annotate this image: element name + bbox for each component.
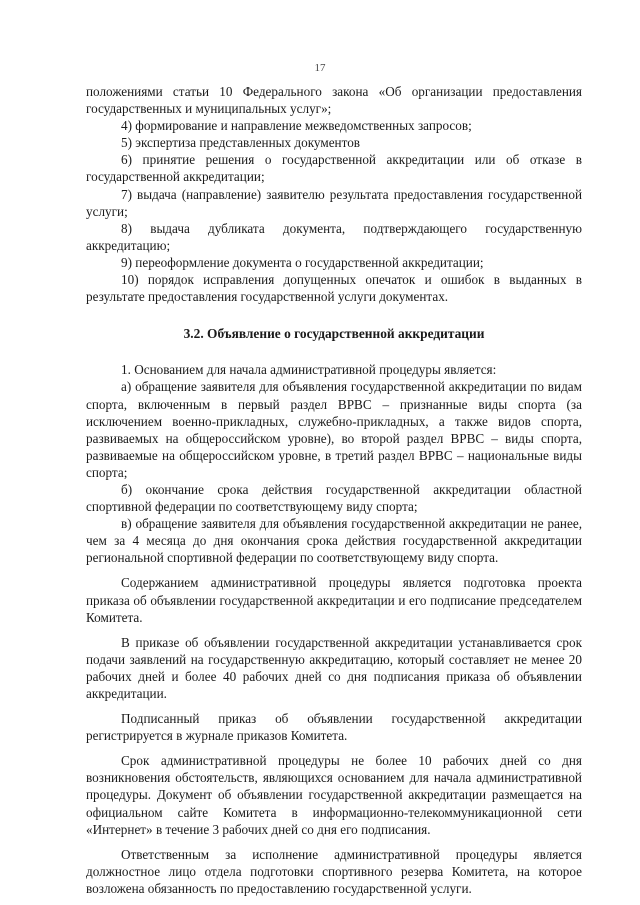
paragraph-order-terms: В приказе об объявлении государственной аккредитации устанавливается срок подачи заявлений на государственную аккредитацию, который составляет не менее 20 рабочих дней и более 40 рабочих дней со дня подписания приказа об объявлении аккредитации. bbox=[86, 634, 582, 701]
list-item-10: 10) порядок исправления допущенных опечаток и ошибок в выданных в результате предоставления государственной услуги документах. bbox=[86, 272, 582, 305]
list-item-6: 6) принятие решения о государственной аккредитации или об отказе в государственной аккредитации; bbox=[86, 152, 582, 185]
paragraph-basis-a: а) обращение заявителя для объявления государственной аккредитации по видам спорта, включенным в первый раздел ВРВС – признанные виды спорта (за исключением военно-прикладных, служебно-прикладных, а также видов спорта, развиваемых на общероссийском уровне), во второй раздел ВРВС – виды спорта, развиваемые на общероссийском уровне, в третий раздел ВРВС – национальные виды спорта; bbox=[86, 379, 582, 480]
list-continuation-line: положениями статьи 10 Федерального закона «Об организации предоставления государственных и муниципальных услуг»; bbox=[86, 84, 582, 117]
list-item-4: 4) формирование и направление межведомственных запросов; bbox=[121, 118, 472, 134]
page-number: 17 bbox=[314, 62, 326, 74]
section-heading: 3.2. Объявление о государственной аккредитации bbox=[183, 326, 485, 342]
paragraph-content: Содержанием административной процедуры является подготовка проекта приказа об объявлении государственной аккредитации и его подписание председателем Комитета. bbox=[86, 575, 582, 625]
paragraph-basis-v: в) обращение заявителя для объявления государственной аккредитации не ранее, чем за 4 месяца до дня окончания срока действия государственной аккредитации региональной спортивной федерации по соответствующему виду спорта. bbox=[86, 516, 582, 566]
list-item-7: 7) выдача (направление) заявителю результата предоставления государственной услуги; bbox=[86, 186, 582, 219]
list-item-9: 9) переоформление документа о государственной аккредитации; bbox=[121, 254, 484, 270]
paragraph-basis-b: б) окончание срока действия государственной аккредитации областной спортивной федерации по соответствующему виду спорта; bbox=[86, 481, 582, 515]
paragraph-registration: Подписанный приказ об объявлении государственной аккредитации регистрируется в журнале приказов Комитета. bbox=[86, 711, 582, 744]
list-item-8: 8) выдача дубликата документа, подтверждающего государственную аккредитацию; bbox=[86, 220, 582, 253]
paragraph-responsible: Ответственным за исполнение административной процедуры является должностное лицо отдела подготовки спортивного резерва Комитета, на которое возложена обязанность по предоставлению государственной услуги. bbox=[86, 846, 582, 896]
paragraph-basis: 1. Основанием для начала административной процедуры является: bbox=[121, 362, 497, 378]
list-item-5: 5) экспертиза представленных документов bbox=[121, 135, 361, 151]
document-body bbox=[86, 83, 582, 897]
paragraph-timing: Срок административной процедуры не более 10 рабочих дней со дня возникновения обстоятельств, являющихся основанием для начала административной процедуры. Документ об объявлении государственной аккредитации размещается на официальном сайте Комитета в информационно-телекоммуникационной сети «Интернет» в течение 3 рабочих дней со дня его подписания. bbox=[86, 753, 582, 837]
